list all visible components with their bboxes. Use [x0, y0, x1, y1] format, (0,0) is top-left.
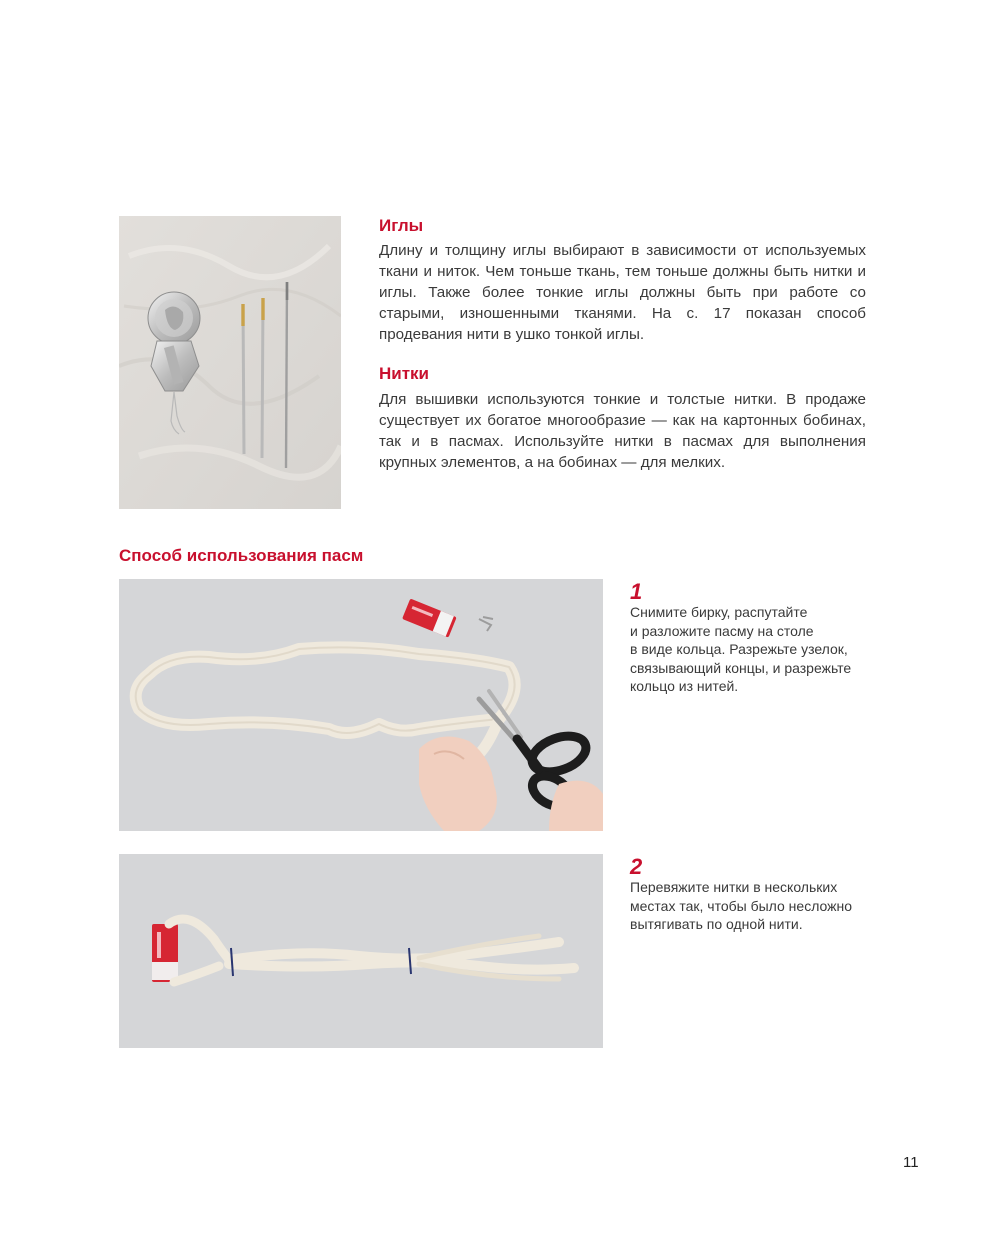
- step-1-description: Снимите бирку, распутайте и разложите пасму на столе в виде кольца. Разрежьте узелок, связывающий концы, и разрежьте кольцо из нитей.: [630, 604, 852, 694]
- step-2-description: Перевяжите нитки в нескольких местах так, чтобы было несложно вытягивать по одной нити.: [630, 879, 853, 932]
- step-2-number: 2: [630, 854, 643, 879]
- step-1-photo: [119, 579, 603, 831]
- step-2-photo: [119, 854, 603, 1048]
- needles-description: Длину и толщину иглы выбирают в зависимости от используемых ткани и ниток. Чем тоньше ткань, тем тоньше должны быть нитки и иглы. Также более тонкие иглы должны быть при работе со старыми, изношенными тканями. На с. 17 показан способ продевания нити в ушко тонкой иглы.: [379, 242, 866, 343]
- page-number: 11: [903, 1154, 919, 1171]
- step-1-number: 1: [630, 579, 643, 604]
- skein-usage-heading: Способ использования пасм: [119, 546, 364, 565]
- threads-description: Для вышивки используются тонкие и толстые нитки. В продаже существует их богатое многообразие — как на картонных бобинах, так и в пасмах. Используйте нитки в пасмах для выполнения крупных элементов, а на бобинах — для мелких.: [379, 391, 866, 471]
- threads-heading: Нитки: [379, 364, 430, 383]
- needles-heading: Иглы: [379, 216, 424, 235]
- thread-bobbin: [152, 924, 178, 982]
- needles-photo: [119, 216, 341, 509]
